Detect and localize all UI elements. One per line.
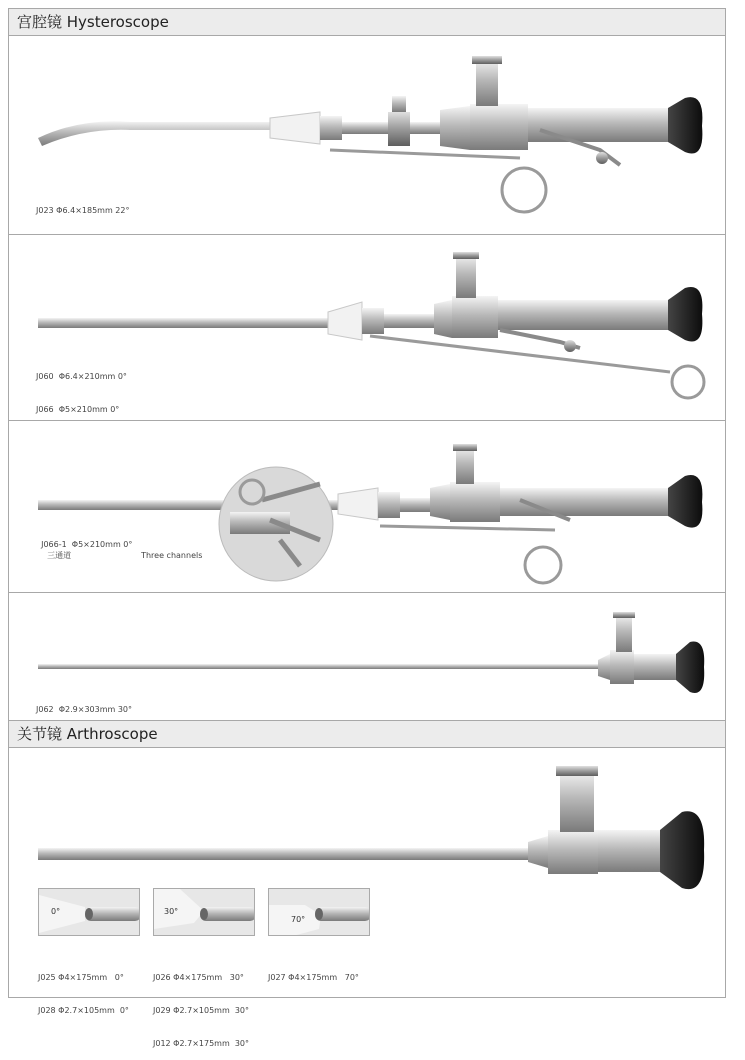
inset-caption-0: [38, 950, 129, 1027]
caption-line: J029 Φ2.7×105mm 30°: [153, 1006, 250, 1015]
product-caption-j066-1: [36, 528, 132, 561]
angle-inset-30: [153, 888, 255, 936]
section-title: 关节镜 Arthroscope: [17, 725, 158, 743]
product-caption-j060: [36, 349, 127, 426]
caption-line: J026 Φ4×175mm 30°: [153, 973, 244, 982]
hysteroscope-j023-drawing: [38, 56, 702, 212]
caption-line: J062 Φ2.9×303mm 30°: [36, 705, 133, 714]
caption-line: J028 Φ2.7×105mm 0°: [38, 1006, 129, 1015]
caption-code: J066-1 Φ5×210mm 0°: [41, 540, 133, 549]
hysteroscope-j062-drawing: [38, 612, 704, 693]
scope-tip-70-icon: [269, 889, 370, 936]
inset-caption-30: [153, 950, 249, 1060]
angle-label: 30°: [164, 907, 179, 916]
caption-note-en: Three channels: [141, 551, 203, 560]
hysteroscope-j060-drawing: [38, 252, 704, 398]
caption-line: J023 Φ6.4×185mm 22°: [36, 206, 130, 215]
caption-line: J027 Φ4×175mm 70°: [268, 973, 359, 982]
angle-inset-70: [268, 888, 370, 936]
section-title: 宫腔镜 Hysteroscope: [17, 13, 169, 31]
arthroscope-drawing: [38, 766, 704, 889]
angle-label: 0°: [51, 907, 61, 916]
caption-line: J060 Φ6.4×210mm 0°: [36, 372, 127, 381]
angle-inset-0: [38, 888, 140, 936]
caption-line: J025 Φ4×175mm 0°: [38, 973, 124, 982]
caption-line: J012 Φ2.7×175mm 30°: [153, 1039, 250, 1048]
caption-note-cn: 三通道: [47, 551, 72, 560]
inset-caption-70: [268, 950, 359, 994]
product-caption-j062: [36, 682, 132, 726]
product-caption-j023: [36, 183, 129, 227]
angle-label: 70°: [291, 915, 306, 924]
product-caption-j066-1-note: [136, 539, 202, 561]
hysteroscope-j066-1-drawing: [38, 444, 702, 583]
caption-line: J066 Φ5×210mm 0°: [36, 405, 120, 414]
